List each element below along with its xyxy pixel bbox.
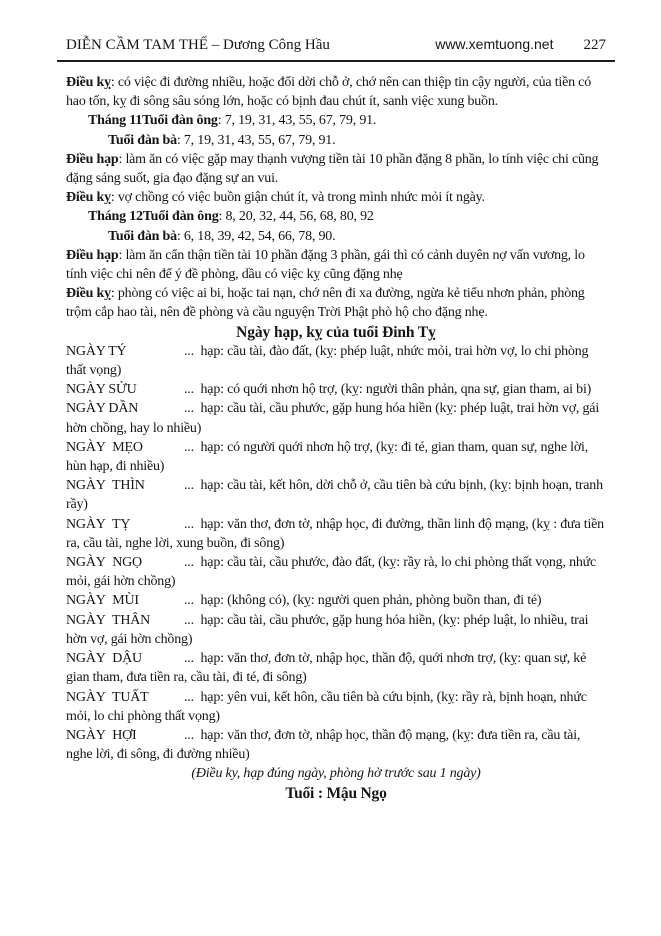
- line-values: : 7, 19, 31, 43, 55, 67, 79, 91.: [217, 113, 377, 129]
- day-text: ... hạp: (không có), (kỵ: người quen phản, phòng buồn than, đi té): [184, 593, 542, 609]
- day-name: NGÀY MẸO: [66, 439, 143, 455]
- day-name: NGÀY NGỌ: [66, 555, 142, 571]
- footnote-italic: (Điều ky, hạp đúng ngày, phòng hờ trước sau 1 ngày): [191, 766, 481, 782]
- day-row-ty: [66, 342, 606, 380]
- header-divider: [57, 60, 615, 62]
- day-text: ... hạp: cầu tài, cầu phước, gặp hung hóa hiền (kỵ: phép luật, trai hờn vợ, gái hờn chồng, hay lo nhiều): [66, 401, 600, 436]
- line-label: Tháng 12Tuổi đàn ông: [88, 209, 219, 225]
- line-values: : 6, 18, 39, 42, 54, 66, 78, 90.: [176, 228, 336, 244]
- line-thang-11-dan-ba: [66, 131, 606, 150]
- day-name: NGÀY MÙI: [66, 593, 139, 609]
- paragraph-label: Điều hạp: [66, 247, 119, 263]
- line-values: : 8, 20, 32, 44, 56, 68, 80, 92: [218, 209, 374, 225]
- paragraph-label: Điều kỵ: [66, 286, 111, 302]
- paragraph-text: : làm ăn có việc gặp may thạnh vượng tiền tài 10 phần đặng 8 phần, lo tính việc chi cũng đặng sáng suốt, gia đạo đặng sự an vui.: [66, 151, 599, 187]
- day-name: NGÀY TỴ: [66, 516, 131, 532]
- day-text: ... hạp: văn thơ, đơn tờ, nhập học, đi đường, thần linh độ mạng, (kỵ : đưa tiền ra, cầu tài, nghe lời, xung buồn, đi sông): [66, 516, 604, 551]
- day-name: NGÀY HỢI: [66, 727, 137, 743]
- day-row-meo: [66, 438, 606, 476]
- day-row-suu: [66, 380, 606, 399]
- day-text: ... hạp: có người quới nhơn hộ trợ, (kỵ: đi té, gian tham, quan sự, nghe lời, hùn hạp, đi nhiều): [66, 439, 589, 475]
- day-name: NGÀY TÝ: [66, 343, 127, 359]
- paragraph-label: Điều hạp: [66, 151, 119, 167]
- line-thang-11-dan-ong: [66, 111, 606, 130]
- day-text: ... hạp: cầu tài, cầu phước, đào đất, (kỵ: rầy rà, lo chi phòng thất vọng, nhức mỏi, gái hờn chồng): [66, 555, 597, 590]
- day-text: ... hạp: cầu tài, cầu phước, gặp hung hóa hiền, (kỵ: phép luật, lo nhiều, trai hờn vợ, gái hờn chồng): [66, 612, 589, 647]
- day-name: NGÀY DẬU: [66, 651, 142, 667]
- day-row-thin: [66, 476, 606, 514]
- website-url: www.xemtuong.net: [435, 36, 554, 52]
- day-row-hoi: [66, 726, 606, 764]
- paragraph-dieu-ky-thang11: [66, 73, 606, 111]
- day-row-mui: [66, 591, 606, 610]
- day-row-ty-snake: [66, 515, 606, 553]
- paragraph-text: : vợ chồng có việc buồn giận chút ít, và trong mình nhức mỏi ít ngày.: [110, 190, 485, 206]
- day-name: NGÀY THÌN: [66, 478, 145, 494]
- book-title: DIỄN CẦM TAM THẾ – Dương Công Hầu: [66, 37, 330, 53]
- paragraph-label: Điều kỵ: [66, 75, 111, 90]
- line-thang-12-dan-ong: [66, 207, 606, 226]
- section-heading: Ngày hạp, kỵ của tuổi Đinh Tỵ: [236, 323, 436, 341]
- paragraph-dieu-ky-thang12: [66, 284, 606, 322]
- page-number: 227: [583, 37, 606, 53]
- day-name: NGÀY THÂN: [66, 612, 151, 628]
- paragraph-dieu-hap-thang12: [66, 246, 606, 284]
- day-row-dan: [66, 399, 606, 437]
- line-label: Tuổi đàn bà: [108, 132, 177, 148]
- page-header: [66, 34, 606, 55]
- day-text: ... hạp: cầu tài, đào đất, (kỵ: phép luật, nhức mỏi, trai hờn vợ, lo chi phòng thất vọng): [66, 343, 589, 379]
- paragraph-text: : có việc đi đường nhiều, hoặc đổi dời chỗ ở, chớ nên can thiệp tin cậy người, của tiền có hao tốn, kỵ đi sông sâu sóng lớn, hoặc có bịnh đau chút ít, sanh việc xung buồn.: [66, 75, 591, 110]
- paragraph-text: : phòng có việc ai bi, hoặc tai nạn, chớ nên đi xa đường, ngừa kẻ tiểu nhơn phản, phòng trộm cắp hao tài, nên đề phòng và cầu nguyện Trời Phật phò hộ cho đặng nhẹ.: [66, 286, 585, 321]
- day-text: ... hạp: có quới nhơn hộ trợ, (kỵ: người thân phản, qna sự, gian tham, ai bi): [184, 382, 592, 398]
- day-row-ngo: [66, 553, 606, 591]
- day-row-tuat: [66, 688, 606, 726]
- day-text: ... hạp: yên vui, kết hôn, cầu tiên bà cứu bịnh, (kỵ: rầy rà, bịnh hoạn, nhức mỏi, lo chi phòng thất vọng): [66, 689, 587, 724]
- day-name: NGÀY SỬU: [66, 382, 137, 398]
- day-row-than: [66, 611, 606, 649]
- line-values: : 7, 19, 31, 43, 55, 67, 79, 91.: [176, 132, 336, 148]
- line-label: Tháng 11Tuổi đàn ông: [88, 113, 218, 129]
- next-section-title: Tuổi : Mậu Ngọ: [285, 784, 387, 802]
- line-label: Tuổi đàn bà: [108, 228, 177, 244]
- paragraph-text: : làm ăn cẩn thận tiền tài 10 phần đặng 3 phần, gái thì có cảnh duyên nợ vấn vương, lo tính việc chi nên để ý đề phòng, dầu có việc kỵ cũng đặng nhẹ: [66, 247, 585, 283]
- paragraph-dieu-ky-thang11-2: [66, 188, 606, 207]
- page-body: [66, 73, 606, 803]
- day-text: ... hạp: văn thơ, đơn tờ, nhập học, thần độ, quới nhơn trợ, (kỵ: quan sự, kẻ gian tham, đưa tiền ra, cầu tài, đi té, đi sông): [66, 651, 587, 686]
- paragraph-dieu-hap-thang11: [66, 150, 606, 188]
- day-name: NGÀY TUẤT: [66, 689, 149, 705]
- day-row-dau: [66, 649, 606, 687]
- day-name: NGÀY DẦN: [66, 401, 139, 417]
- line-thang-12-dan-ba: [66, 227, 606, 246]
- paragraph-label: Điều kỵ: [66, 190, 111, 206]
- day-text: ... hạp: cầu tài, kết hôn, dời chỗ ở, cầu tiên bà cứu bịnh, (kỵ: bịnh hoạn, tranh rầy): [66, 478, 603, 513]
- day-text: ... hạp: văn thơ, đơn tờ, nhập học, thần độ mạng, (kỵ: đưa tiền ra, cầu tài, nghe lời, đi sông, đi đường nhiều): [66, 727, 581, 763]
